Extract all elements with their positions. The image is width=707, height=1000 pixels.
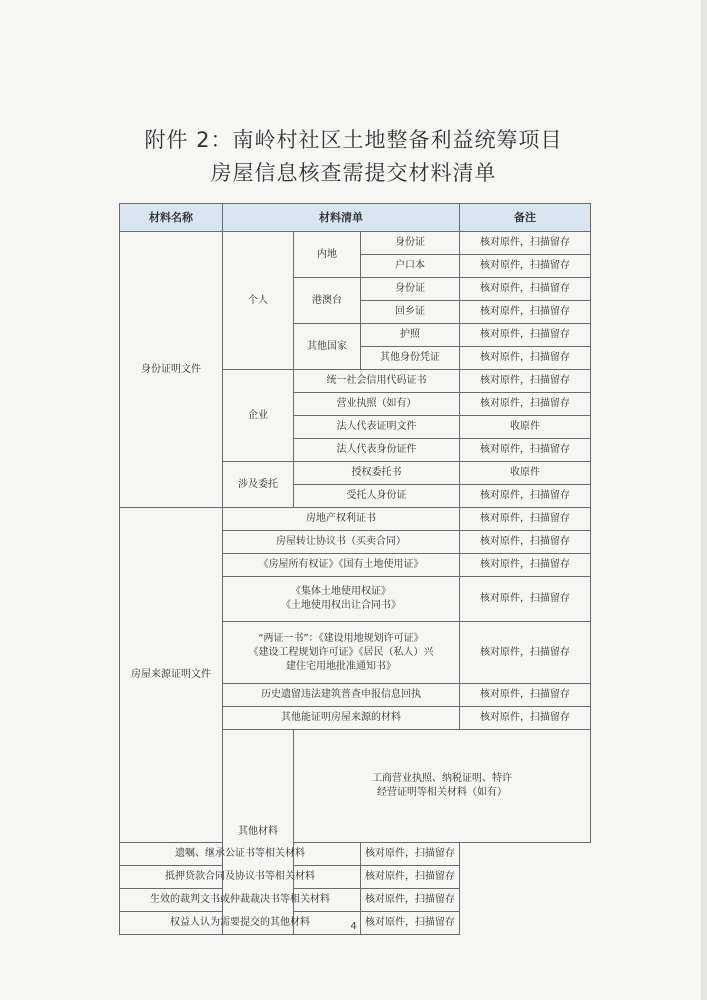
remark-cell: 核对原件，扫描留存 bbox=[460, 622, 591, 684]
remark-cell: 核对原件，扫描留存 bbox=[460, 301, 591, 324]
remark-cell: 核对原件，扫描留存 bbox=[460, 531, 591, 554]
table-row bbox=[120, 508, 591, 531]
remark-cell: 核对原件，扫描留存 bbox=[460, 393, 591, 416]
remark-cell: 核对原件，扫描留存 bbox=[460, 684, 591, 707]
item-id-card: 身份证 bbox=[361, 232, 460, 255]
item-ownership-cert: 《房屋所有权证》《国有土地使用证》 bbox=[223, 554, 460, 577]
remark-cell: 核对原件，扫描留存 bbox=[361, 843, 460, 866]
sub-enterprise: 企业 bbox=[223, 370, 294, 462]
item-two-permits-line1: “两证一书”：《建设用地规划许可证》 bbox=[258, 632, 424, 644]
remark-cell: 核对原件，扫描留存 bbox=[460, 347, 591, 370]
sub-hkmt: 港澳台 bbox=[294, 278, 361, 324]
remark-cell: 核对原件，扫描留存 bbox=[460, 707, 591, 730]
document-title-line1: 附件 2：南岭村社区土地整备利益统筹项目 bbox=[144, 128, 563, 152]
item-id-card: 身份证 bbox=[361, 278, 460, 301]
header-material-list: 材料清单 bbox=[223, 204, 460, 232]
sub-individual: 个人 bbox=[223, 232, 294, 370]
item-other-source: 其他能证明房屋来源的材料 bbox=[223, 707, 460, 730]
item-transfer-agreement: 房屋转让协议书（买卖合同） bbox=[223, 531, 460, 554]
remark-cell: 核对原件，扫描留存 bbox=[460, 278, 591, 301]
sub-proxy: 涉及委托 bbox=[223, 462, 294, 508]
remark-cell: 核对原件，扫描留存 bbox=[460, 370, 591, 393]
item-other-needed: 权益人认为需要提交的其他材料 bbox=[120, 912, 361, 935]
item-collective-land-line1: 《集体土地使用权证》 bbox=[291, 586, 391, 597]
table-row bbox=[120, 889, 591, 912]
materials-table bbox=[119, 203, 591, 935]
item-property-cert: 房地产权利证书 bbox=[223, 508, 460, 531]
item-business-license: 营业执照（如有） bbox=[294, 393, 460, 416]
item-proxy-id: 受托人身份证 bbox=[294, 485, 460, 508]
remark-cell: 收原件 bbox=[460, 416, 591, 439]
header-material-name: 材料名称 bbox=[120, 204, 223, 232]
remark-cell: 核对原件，扫描留存 bbox=[361, 912, 460, 935]
item-two-permits-line3: 建住宅用地批准通知书》 bbox=[286, 660, 396, 672]
remark-cell: 核对原件，扫描留存 bbox=[460, 577, 591, 622]
remark-cell: 核对原件，扫描留存 bbox=[361, 866, 460, 889]
sub-foreign: 其他国家 bbox=[294, 324, 361, 370]
item-passport: 护照 bbox=[361, 324, 460, 347]
document-title-line2: 房屋信息核查需提交材料清单 bbox=[210, 161, 497, 185]
table-row bbox=[120, 843, 591, 866]
item-two-permits bbox=[223, 622, 460, 684]
remark-cell: 核对原件，扫描留存 bbox=[460, 554, 591, 577]
item-return-permit: 回乡证 bbox=[361, 301, 460, 324]
item-will: 遗嘱、继承公证书等相关材料 bbox=[120, 843, 361, 866]
item-other-id: 其他身份凭证 bbox=[361, 347, 460, 370]
remark-cell: 核对原件，扫描留存 bbox=[361, 889, 460, 912]
item-business-docs bbox=[294, 730, 591, 843]
item-collective-land-line2: 《土地使用权出让合同书》 bbox=[281, 600, 401, 611]
group-other-materials: 其他材料 bbox=[223, 730, 294, 935]
table-row bbox=[120, 866, 591, 889]
remark-cell: 核对原件，扫描留存 bbox=[460, 439, 591, 462]
item-collective-land bbox=[223, 577, 460, 622]
item-legal-rep-doc: 法人代表证明文件 bbox=[294, 416, 460, 439]
item-legal-rep-id: 法人代表身份证件 bbox=[294, 439, 460, 462]
remark-cell: 收原件 bbox=[460, 462, 591, 485]
item-business-docs-line2: 经营证明等相关材料（如有） bbox=[377, 787, 507, 798]
remark-cell: 核对原件，扫描留存 bbox=[460, 485, 591, 508]
item-power-of-attorney: 授权委托书 bbox=[294, 462, 460, 485]
group-identity-docs: 身份证明文件 bbox=[120, 232, 223, 508]
table-header-row bbox=[120, 204, 591, 232]
header-remark: 备注 bbox=[460, 204, 591, 232]
page-number: 4 bbox=[350, 921, 357, 932]
item-hukou: 户口本 bbox=[361, 255, 460, 278]
item-business-docs-line1: 工商营业执照、纳税证明、特许 bbox=[372, 773, 512, 784]
item-historical-report: 历史遗留违法建筑普查申报信息回执 bbox=[223, 684, 460, 707]
sub-mainland: 内地 bbox=[294, 232, 361, 278]
remark-cell: 核对原件，扫描留存 bbox=[460, 324, 591, 347]
remark-cell: 核对原件，扫描留存 bbox=[460, 508, 591, 531]
group-source-docs: 房屋来源证明文件 bbox=[120, 508, 223, 843]
item-two-permits-line2: 《建设工程规划许可证》《居民（私人）兴 bbox=[248, 646, 434, 658]
item-credit-code: 统一社会信用代码证书 bbox=[294, 370, 460, 393]
remark-cell: 核对原件，扫描留存 bbox=[460, 232, 591, 255]
remark-cell: 核对原件，扫描留存 bbox=[460, 255, 591, 278]
table-row bbox=[120, 232, 591, 255]
item-mortgage: 抵押贷款合同及协议书等相关材料 bbox=[120, 866, 361, 889]
item-judgment: 生效的裁判文书或仲裁裁决书等相关材料 bbox=[120, 889, 361, 912]
